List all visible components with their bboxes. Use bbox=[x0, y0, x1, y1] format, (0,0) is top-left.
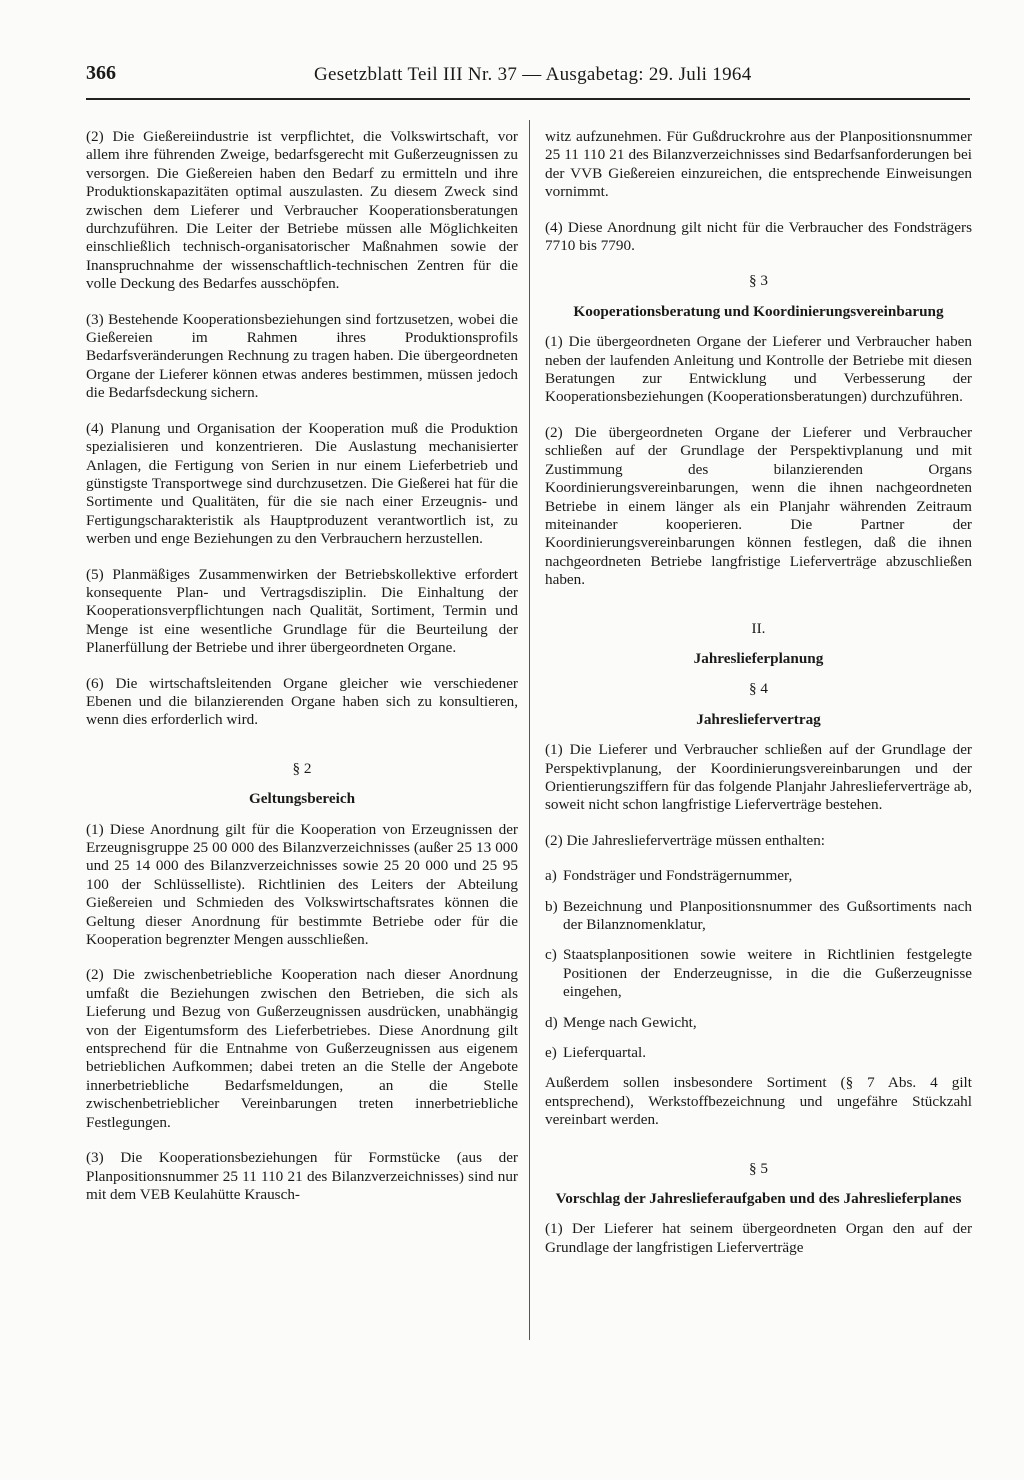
list-item bbox=[545, 898, 972, 935]
paragraph-1-2: (2) Die Gießereiindustrie ist verpflichtet, die Volkswirtschaft, vor allem ihre führenden Zweige, bedarfsgerecht mit Gußerzeugnissen zu versorgen. Die Gießereien haben den Bedarf zu ermitteln und ihre Produktionskapazitäten optimal auszulasten. Zu diesem Zweck sind zwischen dem Lieferer und Verbraucher Kooperationsberatungen durchzuführen. Die Leiter der Betriebe müssen alle Möglichkeiten einschließlich technisch-organisatorischer Maßnahmen sowie der Inanspruchnahme der wissenschaftlich-technischen Zentren für die volle Deckung des Bedarfes ausschöpfen. bbox=[86, 128, 518, 293]
part-heading: II. bbox=[751, 619, 766, 637]
list-text: Fondsträger und Fondsträgernummer, bbox=[563, 867, 793, 885]
list-text: Lieferquartal. bbox=[563, 1044, 647, 1062]
list-item bbox=[545, 1014, 972, 1032]
paragraph-1-4: (4) Planung und Organisation der Kooperation muß die Produktion spezialisieren und konzentrieren. Die Auslastung mechanisierter Anlagen, die Fertigung von Serien in nur einem Lieferbetrieb und günstigste Transportwege sind durchzusetzen. Die Gießerei hat für die Sortimente und Qualitäten, für die sie nach einer Erzeugnis- und Fertigungscharakteristik als Hauptproduzent verantwortlich ist, zu werben und enge Beziehungen zu den Verbrauchern herzustellen. bbox=[86, 419, 518, 548]
section-2-heading: § 2 bbox=[292, 759, 312, 777]
paragraph-1-5: (5) Planmäßiges Zusammenwirken der Betriebskollektive erfordert konsequente Plan- und Vertragsdisziplin. Die Einhaltung der Kooperationsverpflichtungen nach Qualität, Sortiment, Termin und Menge ist eine wesentliche Grundlage für die Beurteilung der Planerfüllung der Betriebe und ihrer übergeordneten Organe. bbox=[86, 565, 518, 657]
left-column bbox=[86, 128, 518, 1221]
section-3-title: Kooperationsberatung und Koordinierungsvereinbarung bbox=[573, 302, 944, 320]
list-item bbox=[545, 1044, 972, 1062]
list-label: d) bbox=[545, 1013, 558, 1031]
list-text: Bezeichnung und Planpositionsnummer des Gußsortiments nach der Bilanznomenklatur, bbox=[563, 897, 972, 933]
list-text: Menge nach Gewicht, bbox=[563, 1013, 697, 1031]
paragraph-2-4: (4) Diese Anordnung gilt nicht für die Verbraucher des Fondsträgers 7710 bis 7790. bbox=[545, 218, 972, 255]
paragraph-2-2: (2) Die zwischenbetriebliche Kooperation nach dieser Anordnung umfaßt die Beziehungen zwischen den Betrieben, die sich als Lieferung und Bezug von Gußerzeugnissen ausdrücken, unabhängig von der Eigentumsform des Lieferbetriebes. Diese Anordnung gilt entsprechend für die Entnahme von Gußerzeugnissen aus eigenem betrieblichen Aufkommen; dabei treten an die Stelle der Angebote innerbetriebliche Bedarfsmeldungen, an die Stelle zwischenbetrieblicher Vereinbarungen treten innerbetriebliche Festlegungen. bbox=[86, 966, 518, 1131]
paragraph-5-1: (1) Der Lieferer hat seinem übergeordneten Organ den auf der Grundlage der langfristigen Lieferverträge bbox=[545, 1220, 972, 1256]
list-text: Staatsplanpositionen sowie weitere in Richtlinien festgelegte Positionen der Enderzeugnisse, in die die Gußerzeugnisse eingehen, bbox=[563, 946, 972, 1001]
section-3-heading: § 3 bbox=[749, 272, 768, 290]
paragraph-2-3-continued: witz aufzunehmen. Für Gußdruckrohre aus der Planpositionsnummer 25 11 110 21 des Bilanzverzeichnisses sind Bedarfsanforderungen bei der VVB Gießereien einzureichen, die entsprechende Einweisungen vornimmt. bbox=[545, 128, 972, 201]
paragraph-4-after-list: Außerdem sollen insbesondere Sortiment (§ 7 Abs. 4 gilt entsprechend), Werkstoffbezeichnung und ungefähre Stückzahl vereinbart werden. bbox=[545, 1074, 972, 1129]
column-divider bbox=[529, 120, 530, 1340]
paragraph-3-1: (1) Die übergeordneten Organe der Lieferer und Verbraucher haben neben der laufenden Anleitung und Kontrolle der Betriebe mit diesen Beratungen zur Entwicklung und Verbesserung der Kooperationsbeziehungen (Kooperationsberatungen) durchzuführen. bbox=[545, 333, 972, 406]
list-item bbox=[545, 867, 972, 885]
header-title: Gesetzblatt Teil III Nr. 37 — Ausgabetag: 29. Juli 1964 bbox=[314, 64, 752, 85]
list-label: c) bbox=[545, 946, 557, 964]
page-header bbox=[86, 60, 970, 100]
right-column bbox=[545, 128, 972, 1274]
section-5-title: Vorschlag der Jahreslieferaufgaben und des Jahreslieferplanes bbox=[555, 1190, 962, 1208]
list-label: e) bbox=[545, 1044, 557, 1062]
paragraph-1-6: (6) Die wirtschaftsleitenden Organe gleicher wie verschiedener Ebenen und die bilanzierenden Organe haben sich zu konsultieren, wenn dies erforderlich wird. bbox=[86, 674, 518, 729]
section-4-title: Jahresliefervertrag bbox=[696, 710, 821, 728]
section-5-heading: § 5 bbox=[749, 1159, 768, 1177]
paragraph-4-2: (2) Die Jahreslieferverträge müssen enthalten: bbox=[545, 831, 826, 849]
paragraph-1-3: (3) Bestehende Kooperationsbeziehungen sind fortzusetzen, wobei die Gießereien im Rahmen ihres Produktionsprofils Bedarfsveränderungen Rechnung zu tragen haben. Die übergeordneten Organe der Lieferer können etwas anderes bestimmen, müssen jedoch die Bedarfsdeckung sichern. bbox=[86, 310, 518, 402]
paragraph-2-3: (3) Die Kooperationsbeziehungen für Formstücke (aus der Planpositionsnummer 25 11 110 21 des Bilanzverzeichnisses) sind nur mit dem VEB Keulahütte Krausch- bbox=[86, 1149, 518, 1203]
section-4-heading: § 4 bbox=[749, 680, 768, 698]
section-2-title: Geltungsbereich bbox=[248, 790, 356, 808]
part-title: Jahreslieferplanung bbox=[693, 649, 824, 667]
list-label: a) bbox=[545, 867, 557, 885]
paragraph-4-1: (1) Die Lieferer und Verbraucher schließen auf der Grundlage der Perspektivplanung, der Koordinierungsvereinbarungen und der Orientierungsziffern für das folgende Planjahr Jahreslieferverträge ab, soweit nicht schon langfristige Lieferverträge bestehen. bbox=[545, 741, 972, 814]
paragraph-3-2: (2) Die übergeordneten Organe der Lieferer und Verbraucher schließen auf der Grundlage der Perspektivplanung und mit Zustimmung des bilanzierenden Organs Koordinierungsvereinbarungen, wenn die ihnen nachgeordneten Betriebe in einem länger als ein Planjahr währenden Zeitraum miteinander kooperieren. Die Partner der Koordinierungsvereinbarungen können festlegen, daß die ihnen nachgeordneten Betriebe langfristige Lieferverträge abzuschließen haben. bbox=[545, 423, 972, 589]
list-label: b) bbox=[545, 897, 558, 915]
list-item bbox=[545, 946, 972, 1001]
page-number: 366 bbox=[86, 62, 116, 84]
paragraph-2-1: (1) Diese Anordnung gilt für die Kooperation von Erzeugnissen der Erzeugnisgruppe 25 00 000 des Bilanzverzeichnisses (außer 25 13 000 und 25 14 000 des Bilanzverzeichnisses sowie 25 20 000 und 25 95 100 der Schlüsselliste). Richtlinien des Leiters der Abteilung Gießereien und Schmieden des Volkswirtschaftsrates können die Geltung dieser Anordnung für bestimmte Betriebe oder für die Kooperation begrenzter Mengen ausschließen. bbox=[86, 820, 518, 949]
